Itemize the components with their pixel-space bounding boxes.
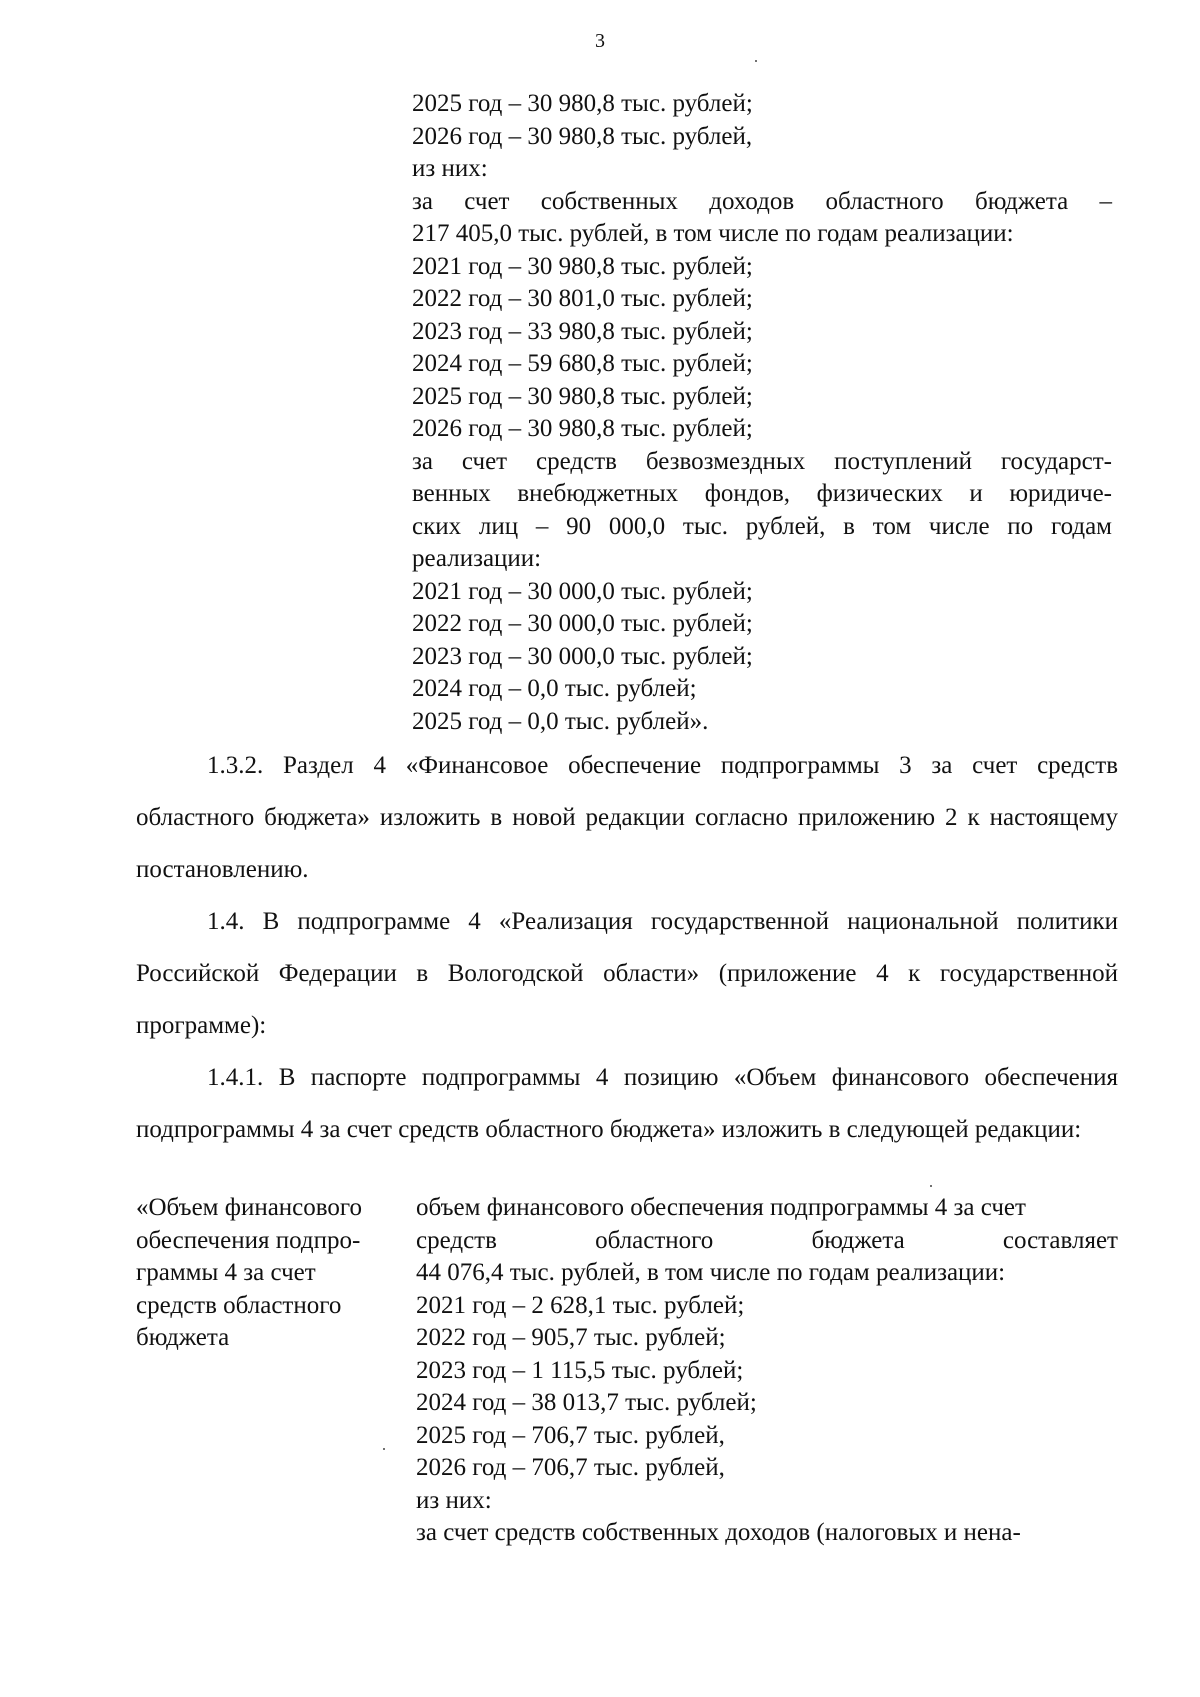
funding-continuation-block: [412, 88, 1112, 738]
right-text-line: объем финансового обеспечения подпрограммы 4 за счет: [416, 1194, 1026, 1221]
spread-word: областного: [595, 1226, 714, 1254]
grants-year: 2024 год – 0,0 тыс. рублей;: [412, 675, 697, 702]
paragraph-1-3-2: 1.3.2. Раздел 4 «Финансовое обеспечение подпрограммы 3 за счет средств областного бюджета» изложить в новой редакции согласно приложению 2 к настоящему постановлению.: [136, 752, 1118, 883]
scan-speck: [930, 1185, 932, 1187]
grants-heading: венных внебюджетных фондов, физических и юридиче-: [412, 480, 1112, 507]
grants-year: 2022 год – 30 000,0 тыс. рублей;: [412, 610, 753, 637]
right-year-line: 2026 год – 706,7 тыс. рублей,: [416, 1454, 725, 1481]
text-line: 2025 год – 30 980,8 тыс. рублей;: [412, 90, 753, 117]
own-income-year: 2025 год – 30 980,8 тыс. рублей;: [412, 382, 753, 410]
grants-heading: за счет средств безвозмездных поступлений государст-: [412, 447, 1112, 475]
page-number: 3: [595, 30, 605, 52]
left-label-line: граммы 4 за счет: [136, 1259, 316, 1286]
right-year-line: 2025 год – 706,7 тыс. рублей,: [416, 1421, 725, 1449]
text-line: 2026 год – 30 980,8 тыс. рублей,: [412, 122, 753, 150]
spread-word: средств: [416, 1226, 497, 1254]
spread-word: составляет: [1002, 1226, 1118, 1254]
grants-heading: реализации:: [412, 545, 542, 572]
scan-speck: [755, 60, 757, 62]
scan-speck: [383, 1448, 385, 1450]
grants-year: 2021 год – 30 000,0 тыс. рублей;: [412, 577, 753, 605]
own-income-heading: за счет собственных доходов областного бюджета –: [412, 187, 1112, 215]
own-income-year: 2024 год – 59 680,8 тыс. рублей;: [412, 350, 753, 377]
right-total-line: 44 076,4 тыс. рублей, в том числе по годам реализации:: [416, 1259, 1006, 1286]
table-right-column: [416, 1192, 1118, 1550]
right-year-line: 2024 год – 38 013,7 тыс. рублей;: [416, 1389, 757, 1416]
own-income-year: 2026 год – 30 980,8 тыс. рублей;: [412, 415, 753, 442]
right-spread-line: [416, 1225, 1118, 1258]
own-income-year: 2021 год – 30 980,8 тыс. рублей;: [412, 252, 753, 280]
right-year-line: 2021 год – 2 628,1 тыс. рублей;: [416, 1291, 745, 1319]
left-label-line: бюджета: [136, 1324, 230, 1351]
right-text-line: за счет средств собственных доходов (налоговых и нена-: [416, 1519, 1021, 1546]
body-paragraphs: [136, 740, 1118, 1156]
grants-heading: ских лиц – 90 000,0 тыс. рублей, в том числе по годам: [412, 512, 1112, 540]
spread-word: бюджета: [811, 1226, 905, 1254]
own-income-year: 2023 год – 33 980,8 тыс. рублей;: [412, 317, 753, 345]
grants-year: 2025 год – 0,0 тыс. рублей».: [412, 707, 709, 735]
right-year-line: 2023 год – 1 115,5 тыс. рублей;: [416, 1356, 744, 1384]
paragraph-1-4: 1.4. В подпрограмме 4 «Реализация государственной национальной политики Российской Федерации в Вологодской области» (приложение 4 к государственной программе):: [136, 908, 1118, 1039]
own-income-total: 217 405,0 тыс. рублей, в том числе по годам реализации:: [412, 220, 1014, 247]
right-year-line: 2022 год – 905,7 тыс. рублей;: [416, 1324, 726, 1351]
left-label-line: «Объем финансового: [136, 1194, 363, 1221]
own-income-year: 2022 год – 30 801,0 тыс. рублей;: [412, 285, 753, 312]
text-line: из них:: [412, 155, 488, 182]
left-label-line: средств областного: [136, 1291, 342, 1319]
left-label-line: обеспечения подпро-: [136, 1226, 361, 1254]
paragraph-1-4-1: 1.4.1. В паспорте подпрограммы 4 позицию «Объем финансового обеспечения подпрограммы 4 за счет средств областного бюджета» изложить в следующей редакции:: [136, 1064, 1118, 1143]
table-left-column: [136, 1192, 401, 1355]
grants-year: 2023 год – 30 000,0 тыс. рублей;: [412, 642, 753, 670]
right-text-line: из них:: [416, 1486, 492, 1514]
